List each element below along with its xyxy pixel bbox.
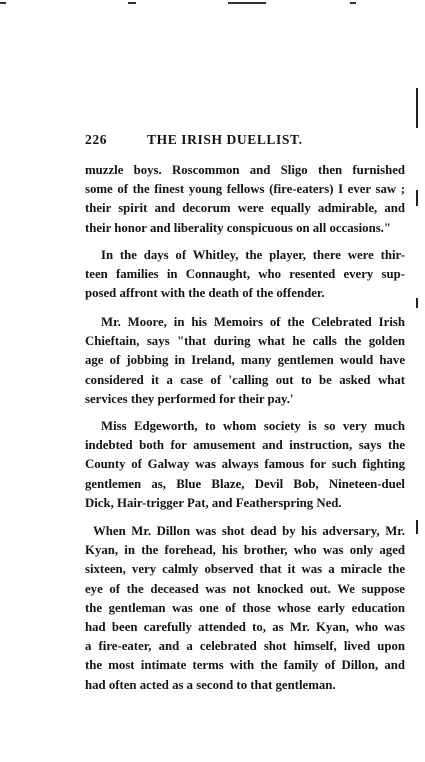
text-line: When Mr. Dillon was shot dead by his adversary, Mr. (93, 524, 405, 538)
text-line: posed affront with the death of the offender. (85, 286, 325, 301)
text-line: services they performed for their pay.' (85, 391, 294, 406)
text-line: Mr. Moore, in his Memoirs of the Celebrated Irish (101, 315, 405, 329)
paragraph (85, 246, 405, 304)
paragraph (85, 313, 405, 409)
text-line: In the days of Whitley, the player, there were thir- (101, 248, 405, 262)
scan-edge-mark (416, 520, 418, 534)
text-line: the most intimate terms with the family of Dillon, and (85, 658, 405, 673)
text-line: eye of the deceased was not knocked out. We suppose (85, 581, 405, 596)
text-line: teen families in Connaught, who resented every sup- (85, 267, 405, 282)
paragraph (85, 161, 405, 238)
text-line: their spirit and decorum were equally admirable, and (85, 201, 405, 216)
text-line: age of jobbing in Ireland, many gentlemen would have (85, 353, 405, 368)
text-line: Dick, Hair-trigger Pat, and Featherspring Ned. (85, 495, 342, 510)
text-line: some of the finest young fellows (fire-eaters) I ever saw ; (85, 182, 405, 197)
text-line: had been carefully attended to, as Mr. Kyan, who was (85, 620, 405, 635)
text-line: gentlemen as, Blue Blaze, Devil Bob, Nineteen-duel (85, 476, 405, 491)
running-head: THE IRISH DUELLIST. (147, 132, 303, 147)
text-line: indebted both for amusement and instruction, says the (85, 438, 405, 453)
text-line: a fire-eater, and a celebrated shot himself, lived upon (85, 639, 405, 654)
scan-edge-mark (416, 298, 418, 308)
text-line: Kyan, in the forehead, his brother, who was only aged (85, 543, 405, 558)
text-line: their honor and liberality conspicuous on all occasions." (85, 220, 391, 235)
text-line: Miss Edgeworth, to whom society is so very much (101, 419, 405, 433)
paragraph (85, 417, 405, 513)
text-line: muzzle boys. Roscommon and Sligo then furnished (85, 163, 405, 177)
scan-artifacts (0, 0, 425, 12)
text-line: County of Galway was always famous for such fighting (85, 457, 405, 472)
text-line: sixteen, very calmly observed that it was a miracle the (85, 562, 405, 577)
page-number: 226 (85, 132, 108, 147)
text-line: the gentleman was one of those whose early education (85, 600, 405, 615)
text-line: had often acted as a second to that gentleman. (85, 677, 336, 692)
scan-edge-mark (416, 190, 418, 206)
paragraph (85, 522, 405, 695)
text-line: Chieftain, says "that during what he calls the golden (85, 334, 405, 349)
text-line: considered it a case of 'calling out to be asked what (85, 372, 405, 387)
scan-edge-mark (416, 88, 418, 128)
